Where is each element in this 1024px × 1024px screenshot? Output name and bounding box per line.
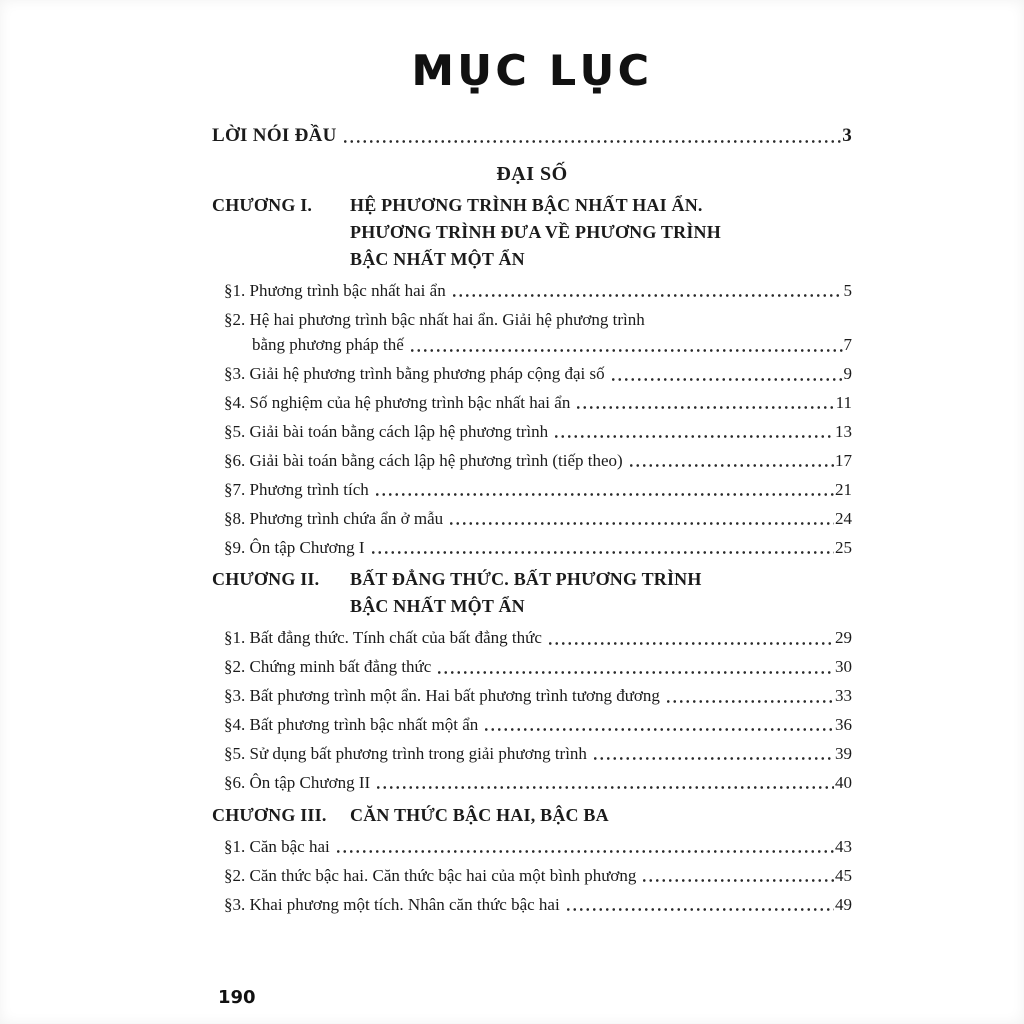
dot-leader	[665, 698, 834, 705]
dot-leader	[565, 906, 834, 913]
toc-entry-text: §5. Sử dụng bất phương trình trong giải phương trình	[224, 743, 587, 763]
toc-entry-text: §3. Bất phương trình một ẩn. Hai bất phương trình tương đương	[224, 686, 660, 706]
toc-entry-page: 39	[835, 743, 852, 763]
toc-entry	[224, 480, 852, 500]
dot-leader	[641, 877, 834, 884]
preface-row	[212, 125, 852, 147]
toc-entry-text: §3. Giải hệ phương trình bằng phương pháp cộng đại số	[224, 364, 605, 384]
toc-entry-page: 25	[835, 537, 852, 557]
table-of-contents	[212, 192, 852, 915]
chapter-title-line: BẬC NHẤT MỘT ẨN	[350, 249, 525, 269]
dot-leader	[553, 433, 834, 440]
toc-entry-text: §3. Khai phương một tích. Nhân căn thức bậc hai	[224, 894, 560, 914]
toc-entry-text: §9. Ôn tập Chương I	[224, 537, 365, 557]
dot-leader	[374, 491, 834, 498]
toc-entry	[224, 744, 852, 764]
section-heading: ĐẠI SỐ	[496, 163, 568, 185]
dot-leader	[483, 726, 834, 733]
toc-entry-page: 9	[843, 364, 852, 384]
chapter-title-line: BẬC NHẤT MỘT ẨN	[350, 596, 525, 617]
toc-entry-text: §2. Chứng minh bất đẳng thức	[224, 657, 432, 677]
toc-entry-page: 30	[835, 657, 852, 677]
toc-entry-page: 21	[835, 479, 852, 499]
toc-entry	[224, 773, 852, 793]
toc-entry	[252, 335, 852, 355]
chapter-label: CHƯƠNG I.	[212, 195, 313, 215]
dot-leader	[335, 848, 834, 855]
chapter-label: CHƯƠNG III.	[212, 804, 327, 825]
toc-entry-page: 40	[835, 772, 852, 792]
toc-entry-text: §1. Căn bậc hai	[224, 836, 330, 856]
chapter-title	[350, 192, 852, 273]
toc-entry-text: §1. Bất đẳng thức. Tính chất của bất đẳng thức	[224, 628, 542, 648]
toc-entry	[224, 509, 852, 529]
toc-entry	[224, 451, 852, 471]
toc-entry-page: 29	[835, 628, 852, 648]
toc-entry-text: §7. Phương trình tích	[224, 479, 369, 499]
dot-leader	[628, 462, 834, 469]
preface-page: 3	[842, 125, 852, 146]
toc-entry-page: 5	[843, 281, 852, 300]
chapter-title-line: CĂN THỨC BẬC HAI, BẬC BA	[350, 804, 609, 825]
toc-entry	[224, 538, 852, 558]
toc-entry-text: §6. Giải bài toán bằng cách lập hệ phương trình (tiếp theo)	[224, 450, 623, 470]
dot-leader	[547, 640, 834, 647]
chapter-heading	[212, 192, 852, 273]
toc-entry	[224, 866, 852, 886]
dot-leader	[592, 755, 834, 762]
chapter-label: CHƯƠNG II.	[212, 569, 320, 590]
page-number: 190	[218, 987, 256, 1008]
chapter-title	[350, 802, 852, 829]
toc-entry-text: §4. Số nghiệm của hệ phương trình bậc nhất hai ẩn	[224, 393, 571, 413]
dot-leader	[575, 404, 834, 411]
dot-leader	[370, 549, 835, 556]
toc-entry	[224, 657, 852, 677]
chapter-title-line: BẤT ĐẲNG THỨC. BẤT PHƯƠNG TRÌNH	[350, 569, 702, 590]
toc-entry-text: §4. Bất phương trình bậc nhất một ẩn	[224, 715, 479, 735]
toc-entry	[224, 686, 852, 706]
toc-entry-page: 43	[835, 836, 852, 856]
toc-entry-page: 45	[835, 865, 852, 885]
page-title: MỤC LỤC	[411, 46, 653, 95]
toc-entry	[224, 715, 852, 735]
toc-entry-page: 49	[835, 894, 852, 914]
toc-entry-text: §5. Giải bài toán bằng cách lập hệ phương trình	[224, 421, 549, 441]
toc-entry-first-line: §2. Hệ hai phương trình bậc nhất hai ẩn. Giải hệ phương trình	[224, 309, 645, 329]
toc-entry	[224, 895, 852, 915]
toc-entry-page: 24	[835, 508, 852, 528]
toc-entry	[224, 628, 852, 648]
preface-label: LỜI NÓI ĐẦU	[212, 125, 337, 146]
chapter-heading	[212, 802, 852, 829]
dot-leader	[342, 138, 841, 145]
dot-leader	[436, 669, 834, 676]
toc-entry	[224, 393, 852, 413]
chapter-title-line: HỆ PHƯƠNG TRÌNH BẬC NHẤT HAI ẨN.	[350, 195, 703, 215]
toc-entry-text: §1. Phương trình bậc nhất hai ẩn	[224, 281, 446, 300]
toc-entry-text: bằng phương pháp thế	[252, 335, 404, 355]
toc-entry-page: 11	[835, 393, 852, 413]
chapter-title	[350, 566, 852, 620]
toc-entry	[224, 837, 852, 857]
dot-leader	[375, 784, 834, 791]
dot-leader	[409, 347, 843, 354]
toc-entry-text: §6. Ôn tập Chương II	[224, 772, 371, 792]
toc-content	[212, 0, 852, 915]
toc-entry-text: §8. Phương trình chứa ẩn ở mẫu	[224, 508, 444, 528]
toc-entry-page: 36	[835, 715, 852, 735]
toc-entry-page: 7	[843, 335, 852, 355]
toc-entry-page: 33	[835, 686, 852, 706]
toc-entry-page: 17	[835, 450, 852, 470]
toc-entry-page: 13	[835, 421, 852, 441]
toc-entry	[224, 281, 852, 301]
toc-entry-text: §2. Căn thức bậc hai. Căn thức bậc hai của một bình phương	[224, 865, 637, 885]
chapter-title-line: PHƯƠNG TRÌNH ĐƯA VỀ PHƯƠNG TRÌNH	[350, 222, 721, 242]
toc-entry	[224, 364, 852, 384]
toc-entry	[224, 422, 852, 442]
dot-leader	[451, 292, 843, 299]
dot-leader	[448, 520, 834, 527]
chapter-heading	[212, 566, 852, 620]
dot-leader	[610, 376, 843, 383]
